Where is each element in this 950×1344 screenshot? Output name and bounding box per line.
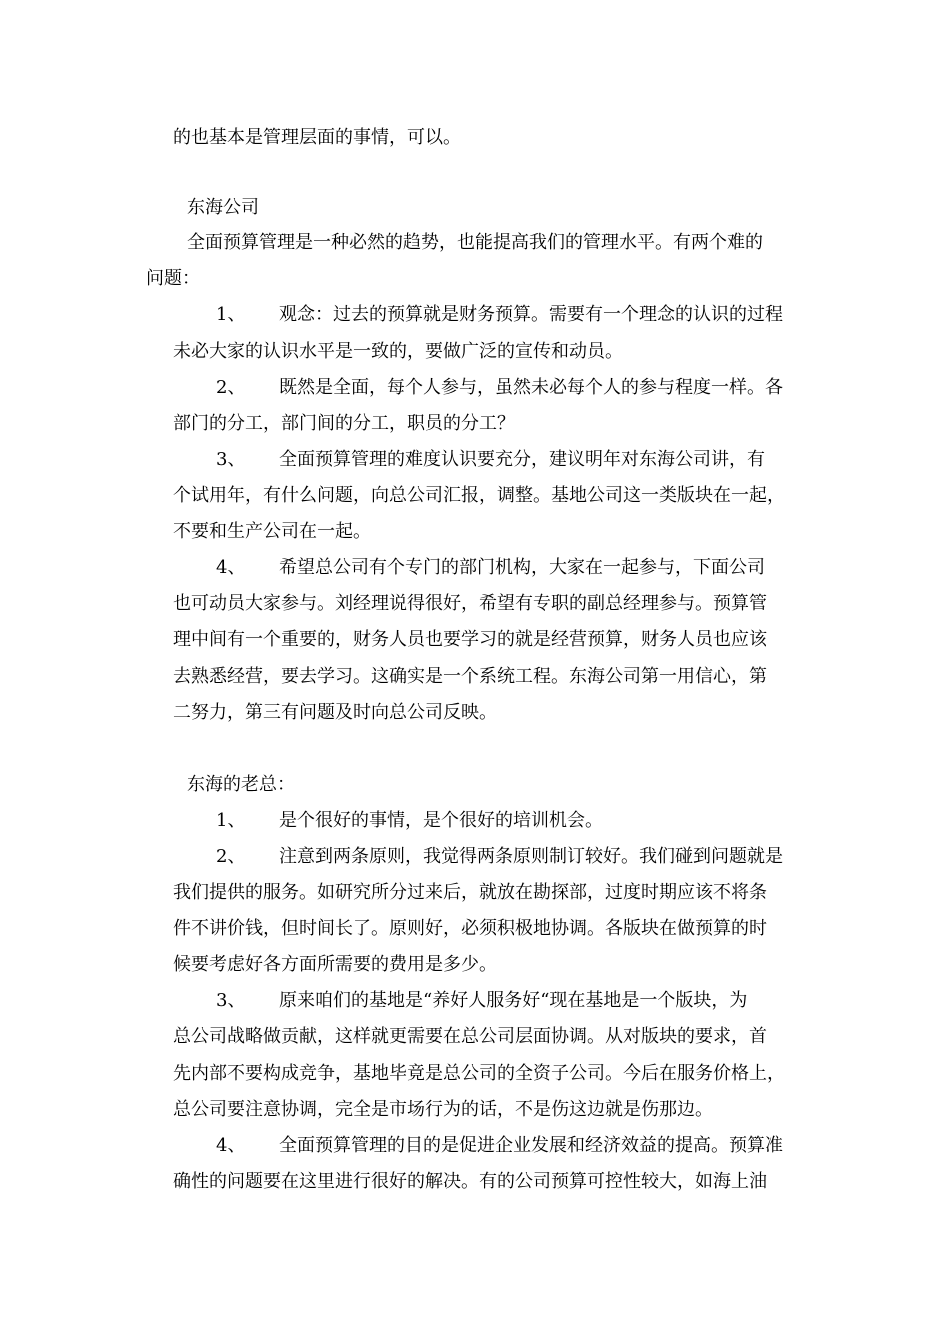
list-item-line: 原来咱们的基地是“养好人服务好“现在基地是一个版块，为	[279, 990, 748, 1011]
list-item-line: 理中间有一个重要的，财务人员也要学习的就是经营预算，财务人员也应该	[173, 629, 767, 650]
section-heading: 东海公司	[187, 197, 259, 218]
list-item-line: 候要考虑好各方面所需要的费用是多少。	[173, 954, 497, 975]
list-item-line: 确性的问题要在这里进行很好的解决。有的公司预算可控性较大，如海上油	[173, 1171, 767, 1192]
list-item-line: 总公司要注意协调，完全是市场行为的话，不是伤这边就是伤那边。	[173, 1099, 713, 1120]
list-item-line: 全面预算管理的难度认识要充分，建议明年对东海公司讲，有	[279, 449, 765, 470]
list-item-number: 2、	[216, 377, 246, 398]
intro-line: 的也基本是管理层面的事情，可以。	[173, 127, 461, 148]
section-heading: 东海的老总：	[187, 774, 295, 795]
list-item-line: 既然是全面，每个人参与，虽然未必每个人的参与程度一样。各	[279, 377, 783, 398]
list-item-line: 希望总公司有个专门的部门机构，大家在一起参与，下面公司	[279, 557, 765, 578]
list-item-line: 是个很好的事情，是个很好的培训机会。	[279, 810, 603, 831]
list-item-line: 未必大家的认识水平是一致的，要做广泛的宣传和动员。	[173, 341, 623, 362]
list-item-number: 1、	[216, 810, 246, 831]
list-item-number: 4、	[216, 1135, 246, 1156]
list-item-line: 我们提供的服务。如研究所分过来后，就放在勘探部，过度时期应该不将条	[173, 882, 767, 903]
list-item-line: 先内部不要构成竞争，基地毕竟是总公司的全资子公司。今后在服务价格上，	[173, 1063, 785, 1084]
list-item-line: 注意到两条原则，我觉得两条原则制订较好。我们碰到问题就是	[279, 846, 783, 867]
list-item-number: 3、	[216, 990, 246, 1011]
list-item-line: 也可动员大家参与。刘经理说得很好，希望有专职的副总经理参与。预算管	[173, 593, 767, 614]
list-item-line: 去熟悉经营，要去学习。这确实是一个系统工程。东海公司第一用信心，第	[173, 666, 767, 687]
paragraph-line: 全面预算管理是一种必然的趋势，也能提高我们的管理水平。有两个难的	[187, 232, 763, 253]
list-item-line: 个试用年，有什么问题，向总公司汇报，调整。基地公司这一类版块在一起，	[173, 485, 785, 506]
list-item-line: 二努力，第三有问题及时向总公司反映。	[173, 702, 497, 723]
list-item-number: 2、	[216, 846, 246, 867]
list-item-line: 全面预算管理的目的是促进企业发展和经济效益的提高。预算准	[279, 1135, 783, 1156]
list-item-line: 观念：过去的预算就是财务预算。需要有一个理念的认识的过程	[279, 304, 783, 325]
list-item-line: 部门的分工，部门间的分工，职员的分工？	[173, 413, 515, 434]
list-item-number: 4、	[216, 557, 246, 578]
paragraph-line: 问题：	[146, 268, 200, 289]
list-item-line: 不要和生产公司在一起。	[173, 521, 371, 542]
list-item-number: 3、	[216, 449, 246, 470]
list-item-number: 1、	[216, 304, 246, 325]
list-item-line: 件不讲价钱，但时间长了。原则好，必须积极地协调。各版块在做预算的时	[173, 918, 767, 939]
list-item-line: 总公司战略做贡献，这样就更需要在总公司层面协调。从对版块的要求，首	[173, 1026, 767, 1047]
